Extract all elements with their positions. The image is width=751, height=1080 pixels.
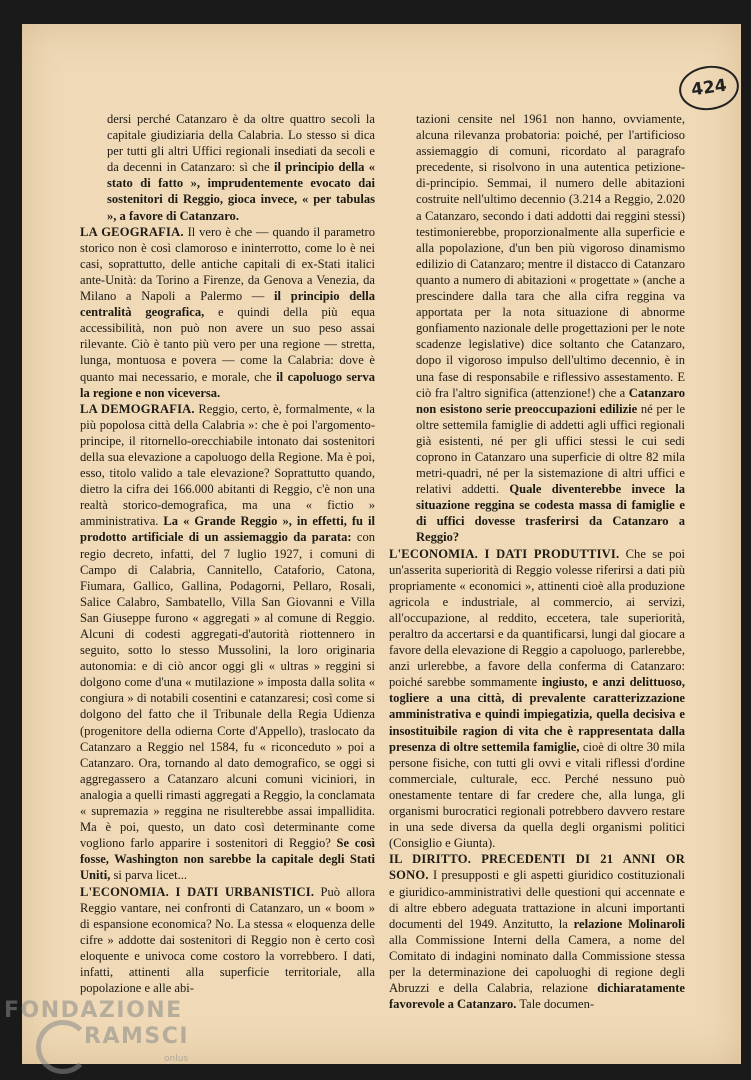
bold-text: La « Grande Reggio », in effetti, fu il prodotto artificiale di un assiemaggio da parata: [80, 514, 375, 545]
bold-text: Catanzaro non esistono serie preoccupazioni edilizie [416, 385, 685, 416]
handwritten-page-number: 424 [676, 62, 742, 114]
text-span: né per le oltre settemila famiglie di addetti agli uffici regionali già esistenti, né per gli uffici stessi le cui sedi coprono in Catanzaro una superficie di oltre 82 mila metri-quadri, né per la sistemazione di altri uffici e relativi addetti. [416, 401, 686, 497]
paragraph-abitazioni [389, 111, 685, 546]
paragraph-geografia [80, 224, 375, 401]
bold-text: Quale diventerebbe invece la situazione reggina se codesta massa di famiglie e di uffici dovesse trasferirsi da Catanzaro a Reggio? [416, 482, 685, 545]
text-span: dersi perché Catanzaro è da oltre quattro secoli la capitale giudiziaria della Calabria. Lo stesso si dica per tutti gli altri Uffici regionali insediati da secoli e da decenni in Catanzaro: sì che [107, 112, 375, 175]
text-span: e quindi della più equa accessibilità, non può non avere un suo peso assai rilevante. Ciò è tanto più vero per una regione — stretta, lunga, montuosa e povera — come la Calabria: dove è quanto mai necessario, e morale, che [80, 305, 376, 384]
bold-text: relazione Molinaroli [573, 916, 685, 931]
text-span: con regio decreto, infatti, del 7 luglio 1927, i comuni di Campo di Calabria, Cannitello, Cataforio, Catona, Fiumara, Gallico, Gallina, Podagorni, Pellaro, Rosali, Salice Calabro, Sambatello, Villa San Giovanni e Villa San Giuseppe furono « aggregati » al comune di Reggio. Alcuni di codesti aggregati-d'autorità riottennero in seguito, sotto lo stesso Mussolini, la loro originaria autonomia: e di ciò ancor oggi gli « ultras » reggini si dolgono come d'una « mutilazione » imposta dalla solita « congiura » di notabili cosentini e catanzaresi; così come si dolgono del fatto che il Tribunale della Regia Udienza (progenitore della odierna Corte d'Appello), traslocato da Catanzaro a Reggio nel 1584, fu « riconceduto » poi a Catanzaro. Ora, tornando al dato demografico, se oggi si aggregassero a Catanzaro alcuni comuni viciniori, in analogia a quelli rimasti aggregati a Reggio, la conclamata « supremazia » reggina ne risulterebbe assai impallidita. Ma è poi, questo, un dato così determinante come vogliono farlo apparire i sostenitori di Reggio? [80, 530, 375, 851]
section-heading: LA DEMOGRAFIA. [80, 401, 195, 416]
text-span: Che se poi un'asserita superiorità di Reggio volesse riferirsi a dati più propriamente « economici », attinenti cioè alla produzione agricola e industriale, al commercio, ai servizi, all'occupazione, al reddito, eccetera, tale superiorità, peraltro da accertarsi e da quantificarsi, lungi dal giocare a favore della elevazione di Reggio a capoluogo, parlerebbe, anzi urlerebbe, a favore della conferma di Catanzaro: poiché sarebbe sommamente [389, 546, 685, 690]
text-span: alla Commissione Interni della Camera, a nome del Comitato di indagini nominato dalla Commissione stessa per la determinazione dei capoluoghi di regione degli Abruzzi e della Calabria, relazione [389, 932, 685, 996]
bold-text: il principio della « stato di fatto », imprudentemente evocato dai sostenitori di Reggio, gioca invece, « per tabulas », a favore di Catanzaro. [107, 160, 375, 223]
text-span: Tale documen- [516, 997, 595, 1012]
paragraph-produttivi [389, 546, 685, 852]
text-span: Il vero è che — quando il parametro storico non è così clamoroso e ininterrotto, come lo è nei casi, soprattutto, delle antiche capitali di ex-Stati italici ante-Unità: da Torino a Firenze, da Genova a Venezia, da Milano a Napoli a Palermo — [80, 224, 375, 304]
text-span: si parva licet... [110, 868, 187, 883]
text-span: cioè di oltre 30 mila persone fisiche, con tutti gli ovvi e vitali riflessi d'ordine commerciale, culturale, ecc. Perché nessuno può onestamente tentare di far credere che, alla lunga, gli organismi burocratici regionali potrebbero davvero restare in una sede diversa da quella degli organismi politici (Consiglio e Giunta). [389, 739, 685, 851]
paragraph-urbanistici [80, 884, 375, 997]
section-heading: IL DIRITTO. PRECEDENTI DI 21 ANNI OR SONO. [389, 852, 685, 883]
bold-text: il principio della centralità geografica, [80, 289, 375, 320]
watermark-text: FONDAZIONE [4, 998, 183, 1023]
bold-text: dichiaratamente favorevole a Catanzaro. [389, 981, 685, 1012]
paragraph-demografia [80, 401, 375, 884]
text-span: tazioni censite nel 1961 non hanno, ovviamente, alcuna rilevanza probatoria: poiché, per l'artificioso assiemaggio di comuni, ricordato al paragrafo precedente, si risolvono in una autentica petizione-di-principio. Semmai, il numero delle abitazioni costruite nell'ultimo decennio (3.214 a Reggio, 2.020 a Catanzaro, secondo i dati addotti dai reggini stessi) testimonierebbe, proporzionalmente alla superficie e alla popolazione, d'un ben più vigoroso dinamismo edilizio di Catanzaro; mentre il distacco di Catanzaro quanto a numero di abitazioni « progettate » (anche a prescindere dalla tara che alla cifra reggina va apportata per la nota situazione di abnorme gonfiamento nazionale delle progettazioni per le note scadenze legislative) dice soltanto che Catanzaro, dopo il vigoroso impulso dell'ultimo decennio, è in una fase di responsabile e riflessivo assestamento. E ciò fra l'altro significa (attenzione!) che a [416, 112, 685, 400]
section-heading: LA GEOGRAFIA. [80, 224, 184, 239]
left-column [80, 111, 375, 996]
bold-text: il capoluogo serva la regione e non viceversa. [80, 369, 375, 400]
section-heading: L'ECONOMIA. I DATI URBANISTICI. [80, 884, 315, 899]
paragraph-intro [80, 111, 375, 224]
text-span: Può allora Reggio vantare, nei confronti di Catanzaro, un « boom » di espansione economica? No. La stessa « eloquenza delle cifre » addotte dai sostenitori di Reggio non è certo così eloquente e univoca come costoro la vorrebbero. I dati, infatti, attinenti alla superficie territoriale, alla popolazione e alle abi- [80, 884, 375, 996]
watermark-text: onlus [164, 1054, 189, 1064]
watermark-text: RAMSCI [84, 1024, 190, 1049]
right-column [389, 111, 685, 1012]
bold-text: ingiusto, e anzi delittuoso, togliere a una città, di prevalente caratterizzazione amministrativa e quindi impiegatizia, quella decisiva e insostituibile ragion di vita che è rappresentata dalla presenza di oltre settemila famiglie, [389, 675, 685, 754]
section-heading: L'ECONOMIA. I DATI PRODUTTIVI. [389, 546, 620, 561]
fondazione-gramsci-watermark [4, 998, 194, 1070]
watermark-logo-icon [36, 1020, 90, 1074]
text-span: Reggio, certo, è, formalmente, « la più popolosa città della Calabria »: che è poi l'argomento-principe, il ritornello-orecchiabile intonato dai sostenitori della sua elevazione a capoluogo della Regione. Ma è poi, esso, titolo valido a tale elevazione? Soprattutto quando, dietro la cifra dei 166.000 abitanti di Reggio, c'è non una realtà storico-demografica, ma una « fictio » amministrativa. [80, 401, 375, 529]
bold-text: Se così fosse, Washington non sarebbe la capitale degli Stati Uniti, [80, 836, 375, 883]
text-span: I presupposti e gli aspetti giuridico costituzionali e giuridico-amministrativi delle questioni qui accennate e di altre ebbero adeguata trattazione in alcuni importanti documenti del 1949. Anzitutto, la [389, 868, 685, 931]
paragraph-diritto [389, 851, 685, 1012]
